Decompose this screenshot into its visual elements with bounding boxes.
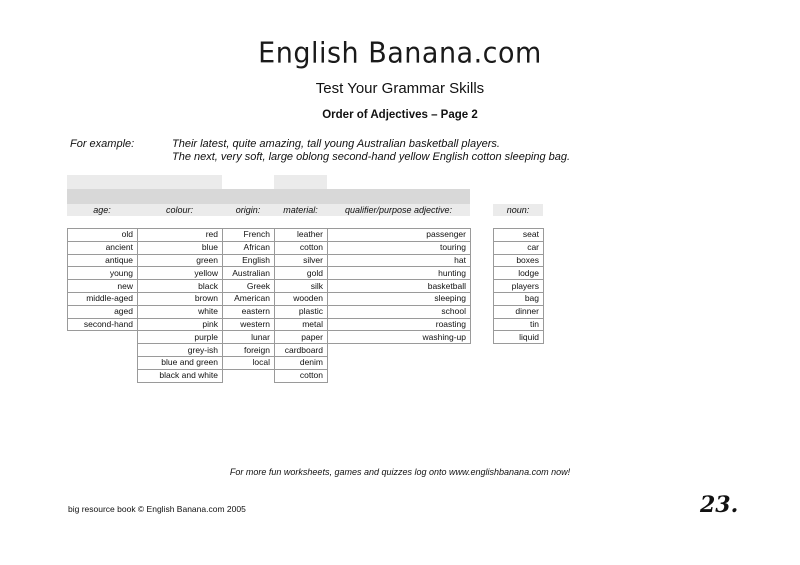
table-row <box>494 305 544 318</box>
example-line-1: Their latest, quite amazing, tall young Australian basketball players. <box>172 138 500 150</box>
cell-age: ancient <box>68 241 138 254</box>
cell-qualifier: roasting <box>328 318 471 331</box>
example-label: For example: <box>70 138 135 150</box>
cell-origin: local <box>223 356 275 369</box>
cell-noun: dinner <box>494 305 544 318</box>
cell-material: denim <box>275 356 328 369</box>
cell-qualifier: passenger <box>328 229 471 242</box>
cell-material: paper <box>275 331 328 344</box>
cell-colour: white <box>138 305 223 318</box>
cell-empty <box>68 356 138 369</box>
cell-empty <box>68 331 138 344</box>
column-header-age: age: <box>93 205 111 215</box>
table-row <box>494 318 544 331</box>
table-row <box>68 254 471 267</box>
adjective-table <box>67 228 471 383</box>
cell-noun: lodge <box>494 267 544 280</box>
table-row <box>68 292 471 305</box>
cell-material: metal <box>275 318 328 331</box>
cell-origin: Australian <box>223 267 275 280</box>
cell-colour: red <box>138 229 223 242</box>
cell-age: young <box>68 267 138 280</box>
table-row <box>494 292 544 305</box>
cell-material: wooden <box>275 292 328 305</box>
cell-material: silver <box>275 254 328 267</box>
table-row <box>68 229 471 242</box>
cell-empty <box>68 369 138 382</box>
cell-colour: blue <box>138 241 223 254</box>
table-row <box>68 305 471 318</box>
column-header-colour: colour: <box>165 205 193 215</box>
cell-noun: players <box>494 280 544 293</box>
cell-qualifier: washing-up <box>328 331 471 344</box>
table-row <box>494 241 544 254</box>
table-row <box>68 331 471 344</box>
cell-origin: Greek <box>223 280 275 293</box>
cell-qualifier: hat <box>328 254 471 267</box>
cell-qualifier: sleeping <box>328 292 471 305</box>
cell-colour: green <box>138 254 223 267</box>
header-bar-top-left <box>67 175 222 189</box>
table-row <box>494 331 544 344</box>
header-bar-top-material <box>274 175 327 189</box>
cell-age: new <box>68 280 138 293</box>
cell-origin: English <box>223 254 275 267</box>
copyright-text: big resource book © English Banana.com 2005 <box>68 504 246 514</box>
site-logo: English Banana.com <box>258 37 542 70</box>
table-row <box>68 369 471 382</box>
cell-age: old <box>68 229 138 242</box>
cell-empty <box>328 369 471 382</box>
table-row <box>494 267 544 280</box>
cell-origin: western <box>223 318 275 331</box>
cell-qualifier: hunting <box>328 267 471 280</box>
cell-age: aged <box>68 305 138 318</box>
table-row <box>68 356 471 369</box>
table-row <box>68 267 471 280</box>
cell-noun: car <box>494 241 544 254</box>
cell-material: cardboard <box>275 344 328 357</box>
cell-origin: French <box>223 229 275 242</box>
cell-material: silk <box>275 280 328 293</box>
cell-material: leather <box>275 229 328 242</box>
table-row <box>494 280 544 293</box>
column-header-qualifier: qualifier/purpose adjective: <box>344 205 453 215</box>
cell-colour: blue and green <box>138 356 223 369</box>
column-header-origin: origin: <box>235 205 261 215</box>
cell-colour: brown <box>138 292 223 305</box>
table-row <box>68 241 471 254</box>
cell-empty <box>328 356 471 369</box>
footer-promo-text: For more fun worksheets, games and quizzes log onto www.englishbanana.com now! <box>229 467 571 477</box>
cell-empty <box>328 344 471 357</box>
cell-colour: black and white <box>138 369 223 382</box>
page-number: 23. <box>700 492 739 518</box>
table-row <box>494 229 544 242</box>
cell-colour: grey-ish <box>138 344 223 357</box>
example-line-2: The next, very soft, large oblong second-hand yellow English cotton sleeping bag. <box>172 151 571 163</box>
cell-qualifier: touring <box>328 241 471 254</box>
cell-qualifier: school <box>328 305 471 318</box>
cell-age: antique <box>68 254 138 267</box>
cell-origin: foreign <box>223 344 275 357</box>
table-row <box>68 280 471 293</box>
noun-table <box>493 228 544 344</box>
cell-origin: American <box>223 292 275 305</box>
header-bar-middle <box>67 189 470 204</box>
table-row <box>68 318 471 331</box>
cell-material: plastic <box>275 305 328 318</box>
cell-origin: eastern <box>223 305 275 318</box>
cell-empty <box>223 369 275 382</box>
column-header-noun: noun: <box>506 205 530 215</box>
cell-material: gold <box>275 267 328 280</box>
cell-empty <box>68 344 138 357</box>
table-row <box>494 254 544 267</box>
cell-noun: tin <box>494 318 544 331</box>
page-title: Test Your Grammar Skills <box>315 80 485 97</box>
cell-noun: boxes <box>494 254 544 267</box>
cell-origin: lunar <box>223 331 275 344</box>
cell-noun: bag <box>494 292 544 305</box>
cell-age: middle-aged <box>68 292 138 305</box>
cell-noun: seat <box>494 229 544 242</box>
cell-colour: black <box>138 280 223 293</box>
cell-noun: liquid <box>494 331 544 344</box>
cell-age: second-hand <box>68 318 138 331</box>
cell-colour: yellow <box>138 267 223 280</box>
column-header-material: material: <box>283 205 318 215</box>
cell-colour: purple <box>138 331 223 344</box>
cell-qualifier: basketball <box>328 280 471 293</box>
page-subtitle: Order of Adjectives – Page 2 <box>322 109 478 121</box>
cell-material: cotton <box>275 369 328 382</box>
table-row <box>68 344 471 357</box>
cell-colour: pink <box>138 318 223 331</box>
cell-material: cotton <box>275 241 328 254</box>
cell-origin: African <box>223 241 275 254</box>
